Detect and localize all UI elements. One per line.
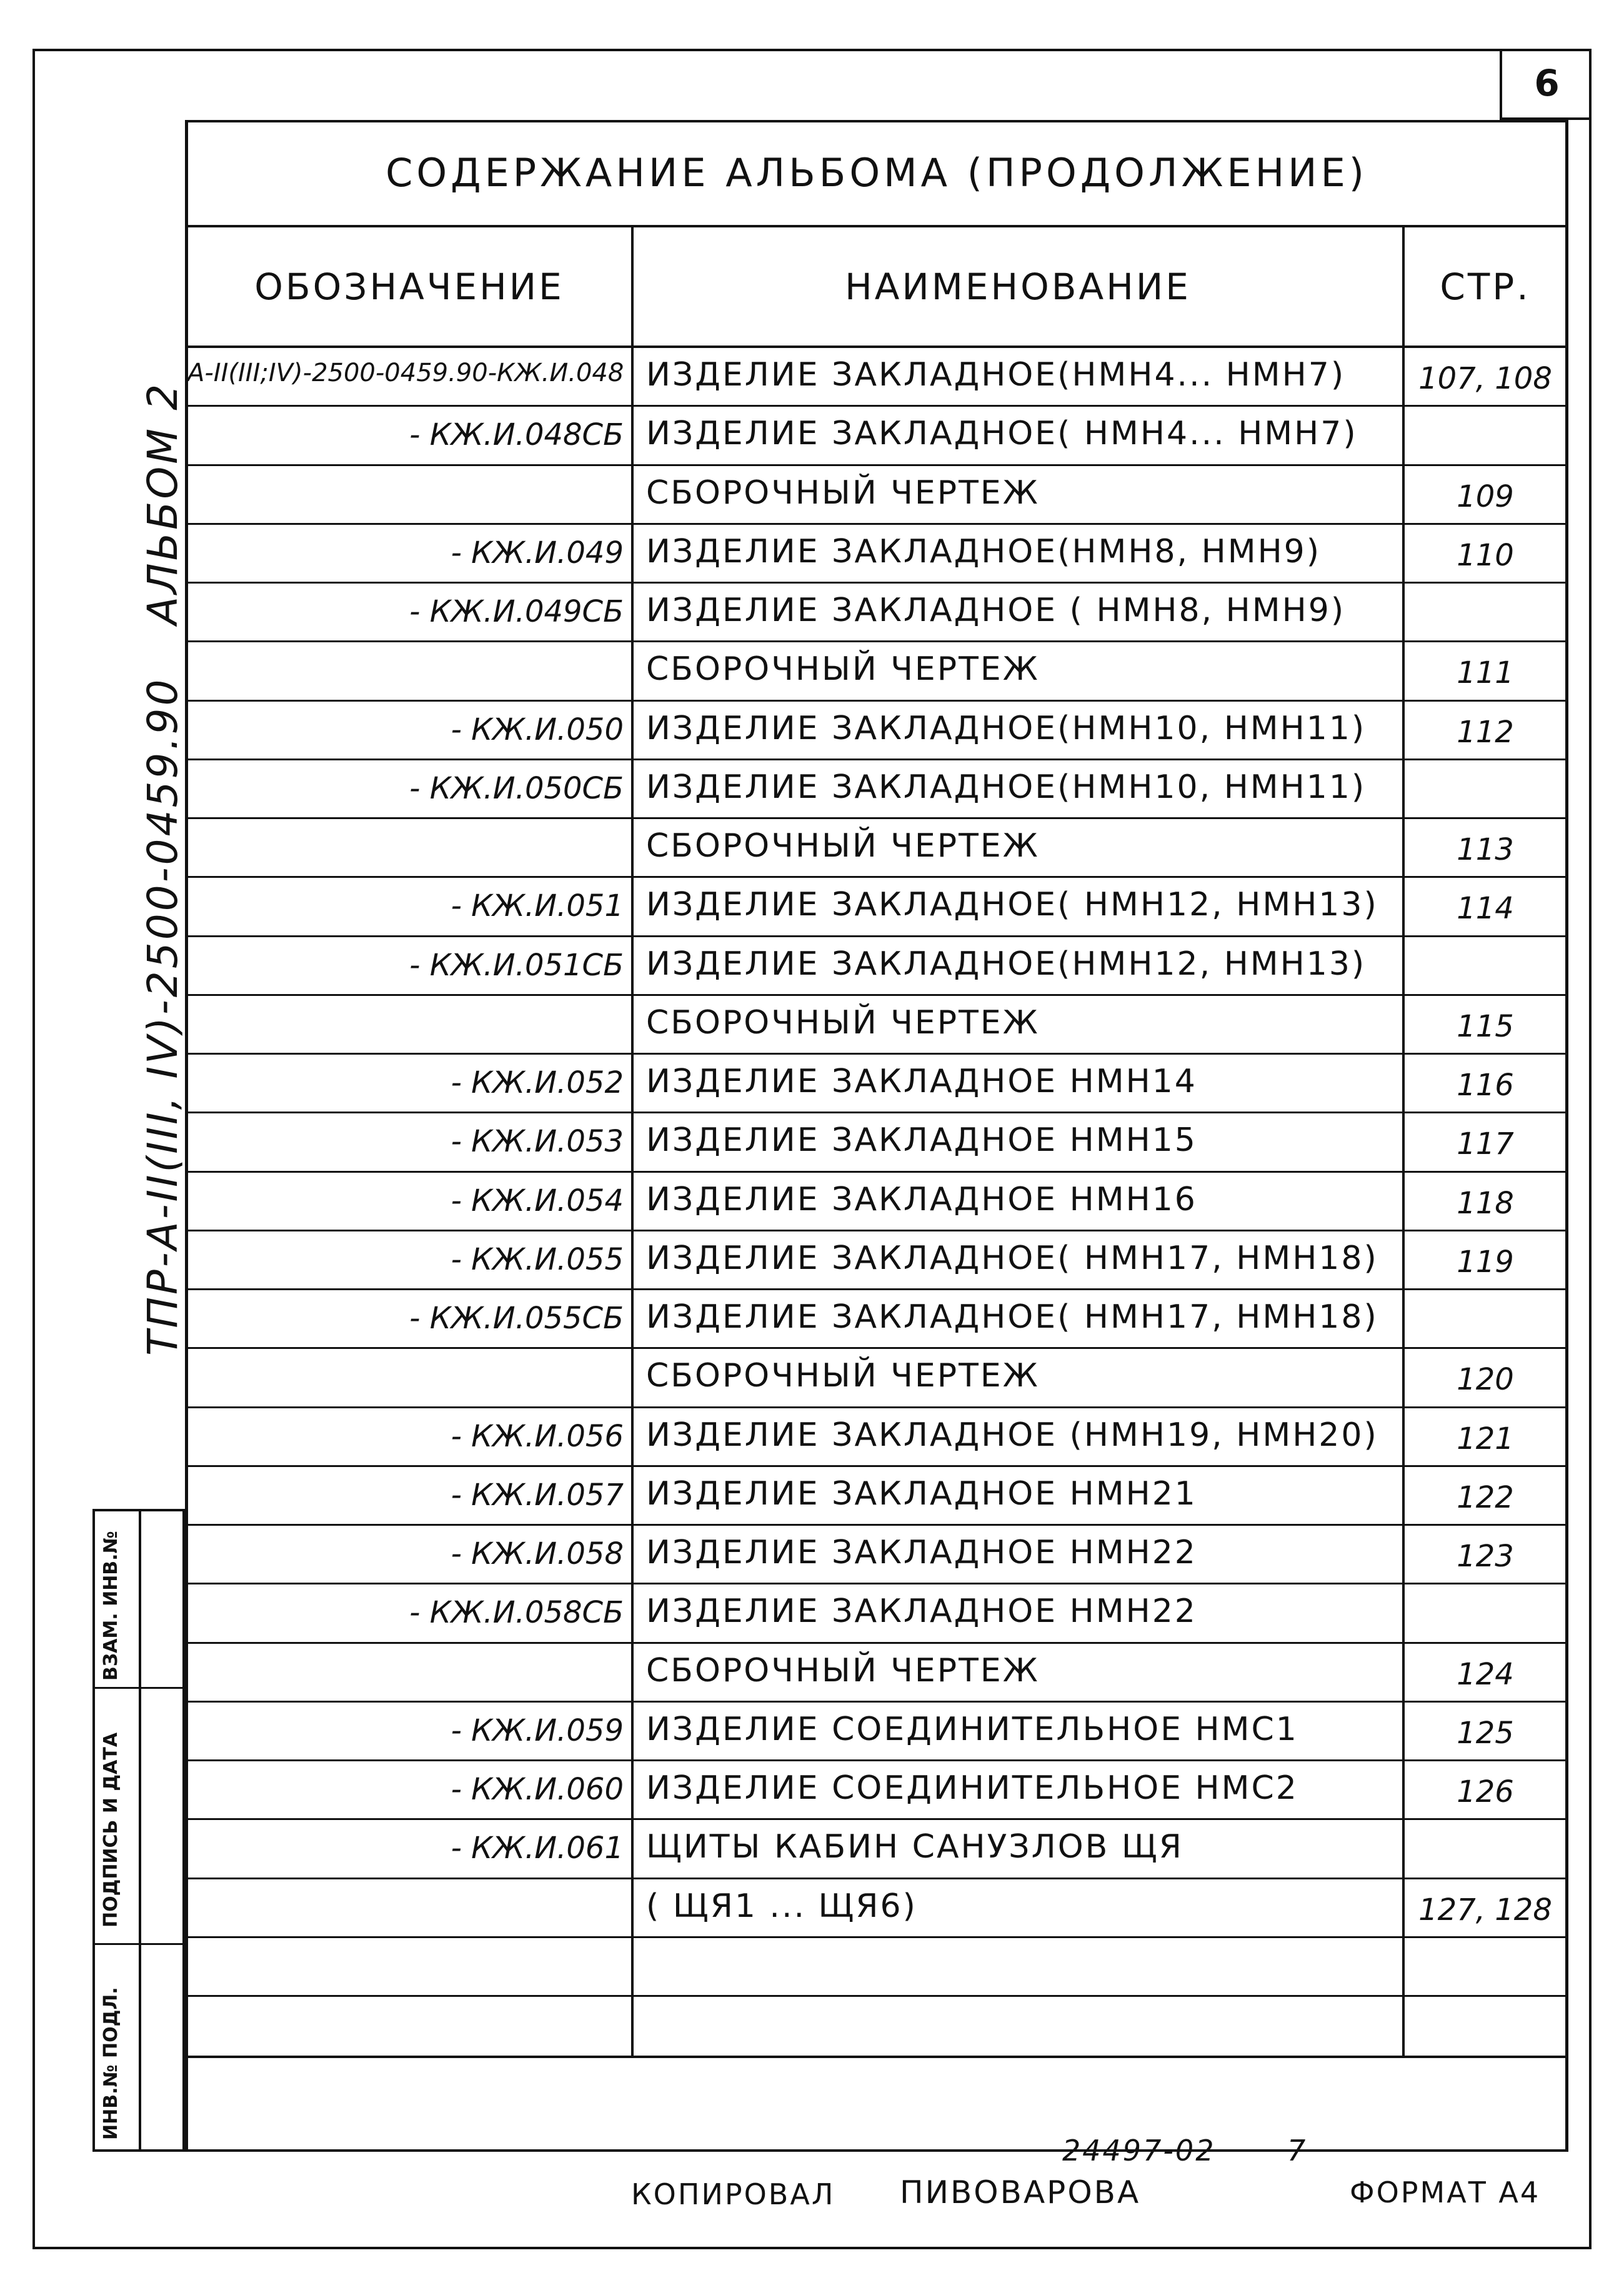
- table-bottom-rule: [187, 2056, 1566, 2058]
- row-rule: [187, 1347, 1566, 1349]
- row-rule: [187, 759, 1566, 760]
- side-document-code: ТПР-А-II(III, IV)-2500-0459.90: [139, 677, 187, 1356]
- stamp-divider: [139, 1509, 141, 2152]
- footer-number: 24497-02: [1062, 2134, 1216, 2167]
- row-rule: [187, 700, 1566, 702]
- row-name: ИЗДЕЛИЕ ЗАКЛАДНОЕ(НМН10, НМН11): [646, 768, 1367, 806]
- row-rule: [187, 1288, 1566, 1290]
- row-rule: [187, 464, 1566, 466]
- row-page: 126: [1457, 1774, 1514, 1809]
- row-page: 113: [1457, 832, 1514, 867]
- stamp-rule: [92, 1687, 185, 1689]
- stamp-sign-date: ПОДПИСЬ И ДАТА: [100, 1732, 122, 1927]
- row-rule: [187, 523, 1566, 525]
- row-code: - КЖ.И.055: [451, 1241, 624, 1277]
- row-page: 107, 108: [1418, 361, 1552, 396]
- header-designation: ОБОЗНАЧЕНИЕ: [254, 266, 564, 308]
- row-page: 120: [1457, 1362, 1514, 1398]
- row-code: - КЖ.И.057: [451, 1477, 624, 1513]
- row-name: ИЗДЕЛИЕ ЗАКЛАДНОЕ( НМН17, НМН18): [646, 1298, 1378, 1336]
- footer-sheet: 7: [1287, 2134, 1308, 2167]
- row-name: СБОРОЧНЫЙ ЧЕРТЕЖ: [646, 1651, 1040, 1689]
- row-code: - КЖ.И.051СБ: [409, 947, 624, 983]
- row-code: - КЖ.И.061: [451, 1831, 624, 1866]
- row-rule: [187, 1112, 1566, 1113]
- row-page: 117: [1457, 1127, 1514, 1162]
- row-code: - КЖ.И.052: [451, 1065, 624, 1100]
- row-code: - КЖ.И.049СБ: [409, 594, 624, 629]
- row-name: ИЗДЕЛИЕ ЗАКЛАДНОЕ(НМН4... НМН7): [646, 356, 1346, 394]
- row-code: - КЖ.И.058СБ: [409, 1595, 624, 1631]
- footer-copied-label: КОПИРОВАЛ: [631, 2177, 835, 2211]
- row-rule: [187, 1759, 1566, 1761]
- row-code: - КЖ.И.053: [451, 1124, 624, 1160]
- row-name: ИЗДЕЛИЕ ЗАКЛАДНОЕ НМН15: [646, 1122, 1197, 1160]
- row-name: ИЗДЕЛИЕ ЗАКЛАДНОЕ(НМН8, НМН9): [646, 532, 1322, 570]
- row-name: СБОРОЧНЫЙ ЧЕРТЕЖ: [646, 827, 1040, 865]
- row-name: ЩИТЫ КАБИН САНУЗЛОВ ЩЯ: [646, 1828, 1183, 1866]
- row-rule: [187, 935, 1566, 937]
- row-page: 127, 128: [1418, 1892, 1552, 1927]
- row-code: - КЖ.И.054: [451, 1183, 624, 1218]
- row-rule: [187, 1701, 1566, 1703]
- row-code: - КЖ.И.060: [451, 1772, 624, 1807]
- row-name: ИЗДЕЛИЕ ЗАКЛАДНОЕ НМН22: [646, 1534, 1197, 1571]
- footer-format: ФОРМАТ А4: [1350, 2176, 1541, 2209]
- row-name: СБОРОЧНЫЙ ЧЕРТЕЖ: [646, 650, 1040, 689]
- row-rule: [187, 1524, 1566, 1526]
- row-name: СБОРОЧНЫЙ ЧЕРТЕЖ: [646, 474, 1040, 512]
- row-rule: [187, 1583, 1566, 1584]
- row-name: ИЗДЕЛИЕ ЗАКЛАДНОЕ НМН22: [646, 1593, 1197, 1631]
- row-page: 110: [1457, 537, 1514, 573]
- row-name: ИЗДЕЛИЕ ЗАКЛАДНОЕ( НМН12, НМН13): [646, 886, 1378, 924]
- header-name: НАИМЕНОВАНИЕ: [845, 266, 1191, 308]
- row-rule: [187, 1642, 1566, 1644]
- row-page: 118: [1457, 1185, 1514, 1221]
- document-title: СОДЕРЖАНИЕ АЛЬБОМА (ПРОДОЛЖЕНИЕ): [185, 120, 1568, 227]
- row-page: 116: [1457, 1068, 1514, 1103]
- row-code: - КЖ.И.049: [451, 535, 624, 570]
- row-page: 122: [1457, 1480, 1514, 1515]
- row-name: ИЗДЕЛИЕ СОЕДИНИТЕЛЬНОЕ НМС2: [646, 1769, 1298, 1807]
- row-rule: [187, 1936, 1566, 1938]
- page-number: 6: [1500, 49, 1592, 120]
- row-name: ИЗДЕЛИЕ ЗАКЛАДНОЕ( НМН4... НМН7): [646, 415, 1358, 453]
- row-rule: [187, 1171, 1566, 1173]
- row-code: - КЖ.И.050СБ: [409, 770, 624, 806]
- row-name: ИЗДЕЛИЕ ЗАКЛАДНОЕ(НМН10, НМН11): [646, 709, 1367, 747]
- row-name: СБОРОЧНЫЙ ЧЕРТЕЖ: [646, 1357, 1040, 1395]
- row-name: ИЗДЕЛИЕ ЗАКЛАДНОЕ НМН16: [646, 1180, 1197, 1218]
- footer-copied-by: ПИВОВАРОВА: [900, 2174, 1141, 2211]
- row-code: - КЖ.И.051: [451, 888, 624, 924]
- header-page: СТР.: [1440, 266, 1531, 308]
- row-name: ИЗДЕЛИЕ ЗАКЛАДНОЕ (НМН19, НМН20): [646, 1416, 1378, 1454]
- row-rule: [187, 1230, 1566, 1231]
- row-rule: [187, 817, 1566, 819]
- row-name: ( ЩЯ1 ... ЩЯ6): [646, 1887, 917, 1925]
- row-rule: [187, 1053, 1566, 1055]
- row-rule: [187, 582, 1566, 584]
- row-page: 112: [1457, 714, 1514, 750]
- row-rule: [187, 1995, 1566, 1997]
- row-name: ИЗДЕЛИЕ ЗАКЛАДНОЕ НМН14: [646, 1063, 1197, 1100]
- row-code: - КЖ.И.056: [451, 1418, 624, 1454]
- row-name: ИЗДЕЛИЕ ЗАКЛАДНОЕ( НМН17, НМН18): [646, 1239, 1378, 1277]
- row-name: ИЗДЕЛИЕ СОЕДИНИТЕЛЬНОЕ НМС1: [646, 1710, 1298, 1748]
- row-rule: [187, 640, 1566, 642]
- row-page: 109: [1457, 479, 1514, 514]
- header-bottom-rule: [187, 346, 1566, 348]
- row-code: - КЖ.И.059: [451, 1713, 624, 1748]
- row-code: - КЖ.И.048СБ: [409, 417, 624, 453]
- row-page: 123: [1457, 1539, 1514, 1574]
- row-code: - КЖ.И.050: [451, 712, 624, 747]
- stamp-rule: [92, 1943, 185, 1945]
- row-page: 121: [1457, 1421, 1514, 1456]
- row-code: - КЖ.И.055СБ: [409, 1301, 624, 1336]
- row-page: 125: [1457, 1715, 1514, 1751]
- row-page: 115: [1457, 1008, 1514, 1044]
- row-page: 111: [1457, 655, 1514, 691]
- row-rule: [187, 1406, 1566, 1408]
- stamp-vzam: ВЗАМ. ИНВ.№: [100, 1531, 122, 1681]
- row-page: 124: [1457, 1656, 1514, 1692]
- row-rule: [187, 876, 1566, 878]
- row-rule: [187, 405, 1566, 407]
- row-rule: [187, 1465, 1566, 1467]
- row-name: ИЗДЕЛИЕ ЗАКЛАДНОЕ ( НМН8, НМН9): [646, 592, 1346, 629]
- row-page: 114: [1457, 891, 1514, 927]
- row-name: ИЗДЕЛИЕ ЗАКЛАДНОЕ НМН21: [646, 1475, 1197, 1513]
- stamp-inv-orig: ИНВ.№ ПОДЛ.: [100, 1987, 122, 2140]
- row-rule: [187, 994, 1566, 996]
- row-page: 119: [1457, 1244, 1514, 1280]
- row-name: ИЗДЕЛИЕ ЗАКЛАДНОЕ(НМН12, НМН13): [646, 945, 1367, 983]
- row-code: - КЖ.И.058: [451, 1536, 624, 1571]
- row-rule: [187, 1818, 1566, 1820]
- row-rule: [187, 1878, 1566, 1879]
- side-album-label: АЛЬБОМ 2: [139, 381, 187, 625]
- row-code: А-II(III;IV)-2500-0459.90-КЖ.И.048: [187, 359, 624, 387]
- row-name: СБОРОЧНЫЙ ЧЕРТЕЖ: [646, 1003, 1040, 1042]
